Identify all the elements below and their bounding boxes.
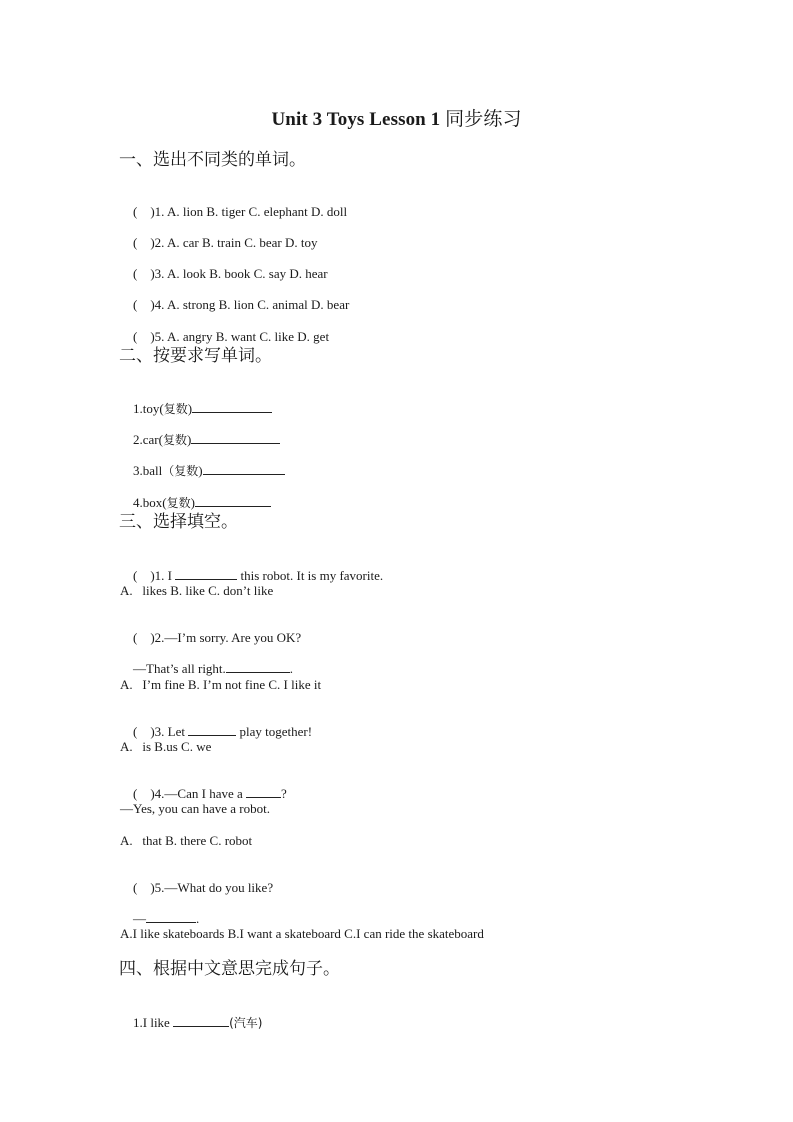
answer-bracket[interactable]: ( )	[133, 329, 155, 344]
answer-bracket[interactable]: ( )	[133, 786, 155, 801]
answer-blank[interactable]	[246, 786, 281, 798]
answer-blank[interactable]	[192, 401, 272, 413]
title-chinese: 同步练习	[445, 108, 522, 130]
word-prefix: 2.car(	[133, 432, 163, 447]
word-prefix: 1.toy(	[133, 401, 164, 416]
word-prefix: 4.box(	[133, 495, 167, 510]
plural-hint: （复数	[162, 464, 199, 478]
word-suffix: )	[190, 495, 195, 510]
s3-q2-options: A. I’m fine B. I’m not fine C. I like it	[120, 677, 322, 692]
answer-bracket[interactable]: ( )	[133, 204, 155, 219]
plural-hint: 复数	[166, 496, 191, 510]
word-suffix: )	[198, 463, 203, 478]
question-text: 4. A. strong B. lion C. animal D. bear	[154, 297, 350, 312]
answer-bracket[interactable]: ( )	[133, 235, 155, 250]
question-text: 1. I	[154, 568, 176, 583]
section-3-heading: 三、选择填空。	[119, 512, 238, 532]
answer-bracket[interactable]: ( )	[133, 724, 155, 739]
s3-q5-options: A.I like skateboards B.I want a skateboard C.I can ride the skateboard	[120, 926, 484, 941]
question-text: 1. A. lion B. tiger C. elephant D. doll	[154, 204, 348, 219]
s3-q4-options: A. that B. there C. robot	[120, 833, 253, 848]
plural-hint: 复数	[162, 433, 187, 447]
question-text: 2.—I’m sorry. Are you OK?	[154, 630, 302, 645]
answer-blank[interactable]	[175, 568, 237, 580]
question-text: 5.—What do you like?	[154, 880, 274, 895]
word-prefix: 3.ball	[133, 463, 163, 478]
answer-blank[interactable]	[203, 463, 285, 475]
page-title	[0, 104, 793, 131]
answer-blank[interactable]	[173, 1015, 229, 1027]
plural-hint: 复数	[163, 402, 188, 416]
s3-q4-response: —Yes, you can have a robot.	[120, 801, 270, 816]
answer-bracket[interactable]: ( )	[133, 880, 155, 895]
answer-blank[interactable]	[195, 495, 271, 507]
s4-item-1	[120, 999, 262, 1047]
answer-bracket[interactable]: ( )	[133, 568, 155, 583]
answer-bracket[interactable]: ( )	[133, 297, 155, 312]
section-4-heading: 四、根据中文意思完成句子。	[119, 959, 340, 979]
question-text: this robot. It is my favorite.	[237, 568, 384, 583]
word-suffix: )	[186, 432, 192, 447]
answer-blank[interactable]	[188, 724, 236, 736]
answer-bracket[interactable]: ( )	[133, 266, 155, 281]
question-text: play together!	[236, 724, 313, 739]
answer-blank[interactable]	[146, 911, 196, 923]
word-suffix: )	[187, 401, 193, 416]
chinese-hint: (汽车)	[229, 1016, 263, 1030]
s3-q1-options: A. likes B. like C. don’t like	[120, 583, 274, 598]
section-1-heading: 一、选出不同类的单词。	[119, 150, 306, 170]
question-text: 3. A. look B. book C. say D. hear	[154, 266, 328, 281]
question-text: 5. A. angry B. want C. like D. get	[154, 329, 330, 344]
response-text: —That’s all right.	[133, 661, 226, 676]
punctuation: .	[196, 911, 200, 926]
punctuation: ?	[281, 786, 287, 801]
s3-q3-options: A. is B.us C. we	[120, 739, 212, 754]
question-text: 2. A. car B. train C. bear D. toy	[154, 235, 318, 250]
sentence-text: 1.I like	[133, 1015, 174, 1030]
section-2-heading: 二、按要求写单词。	[119, 346, 272, 366]
answer-bracket[interactable]: ( )	[133, 630, 155, 645]
question-text: 3. Let	[154, 724, 189, 739]
answer-blank[interactable]	[226, 661, 290, 673]
title-english: Unit 3 Toys Lesson 1	[271, 109, 446, 130]
response-dash: —	[133, 911, 146, 926]
question-text: 4.—Can I have a	[154, 786, 247, 801]
punctuation: .	[289, 661, 294, 676]
answer-blank[interactable]	[191, 432, 280, 444]
